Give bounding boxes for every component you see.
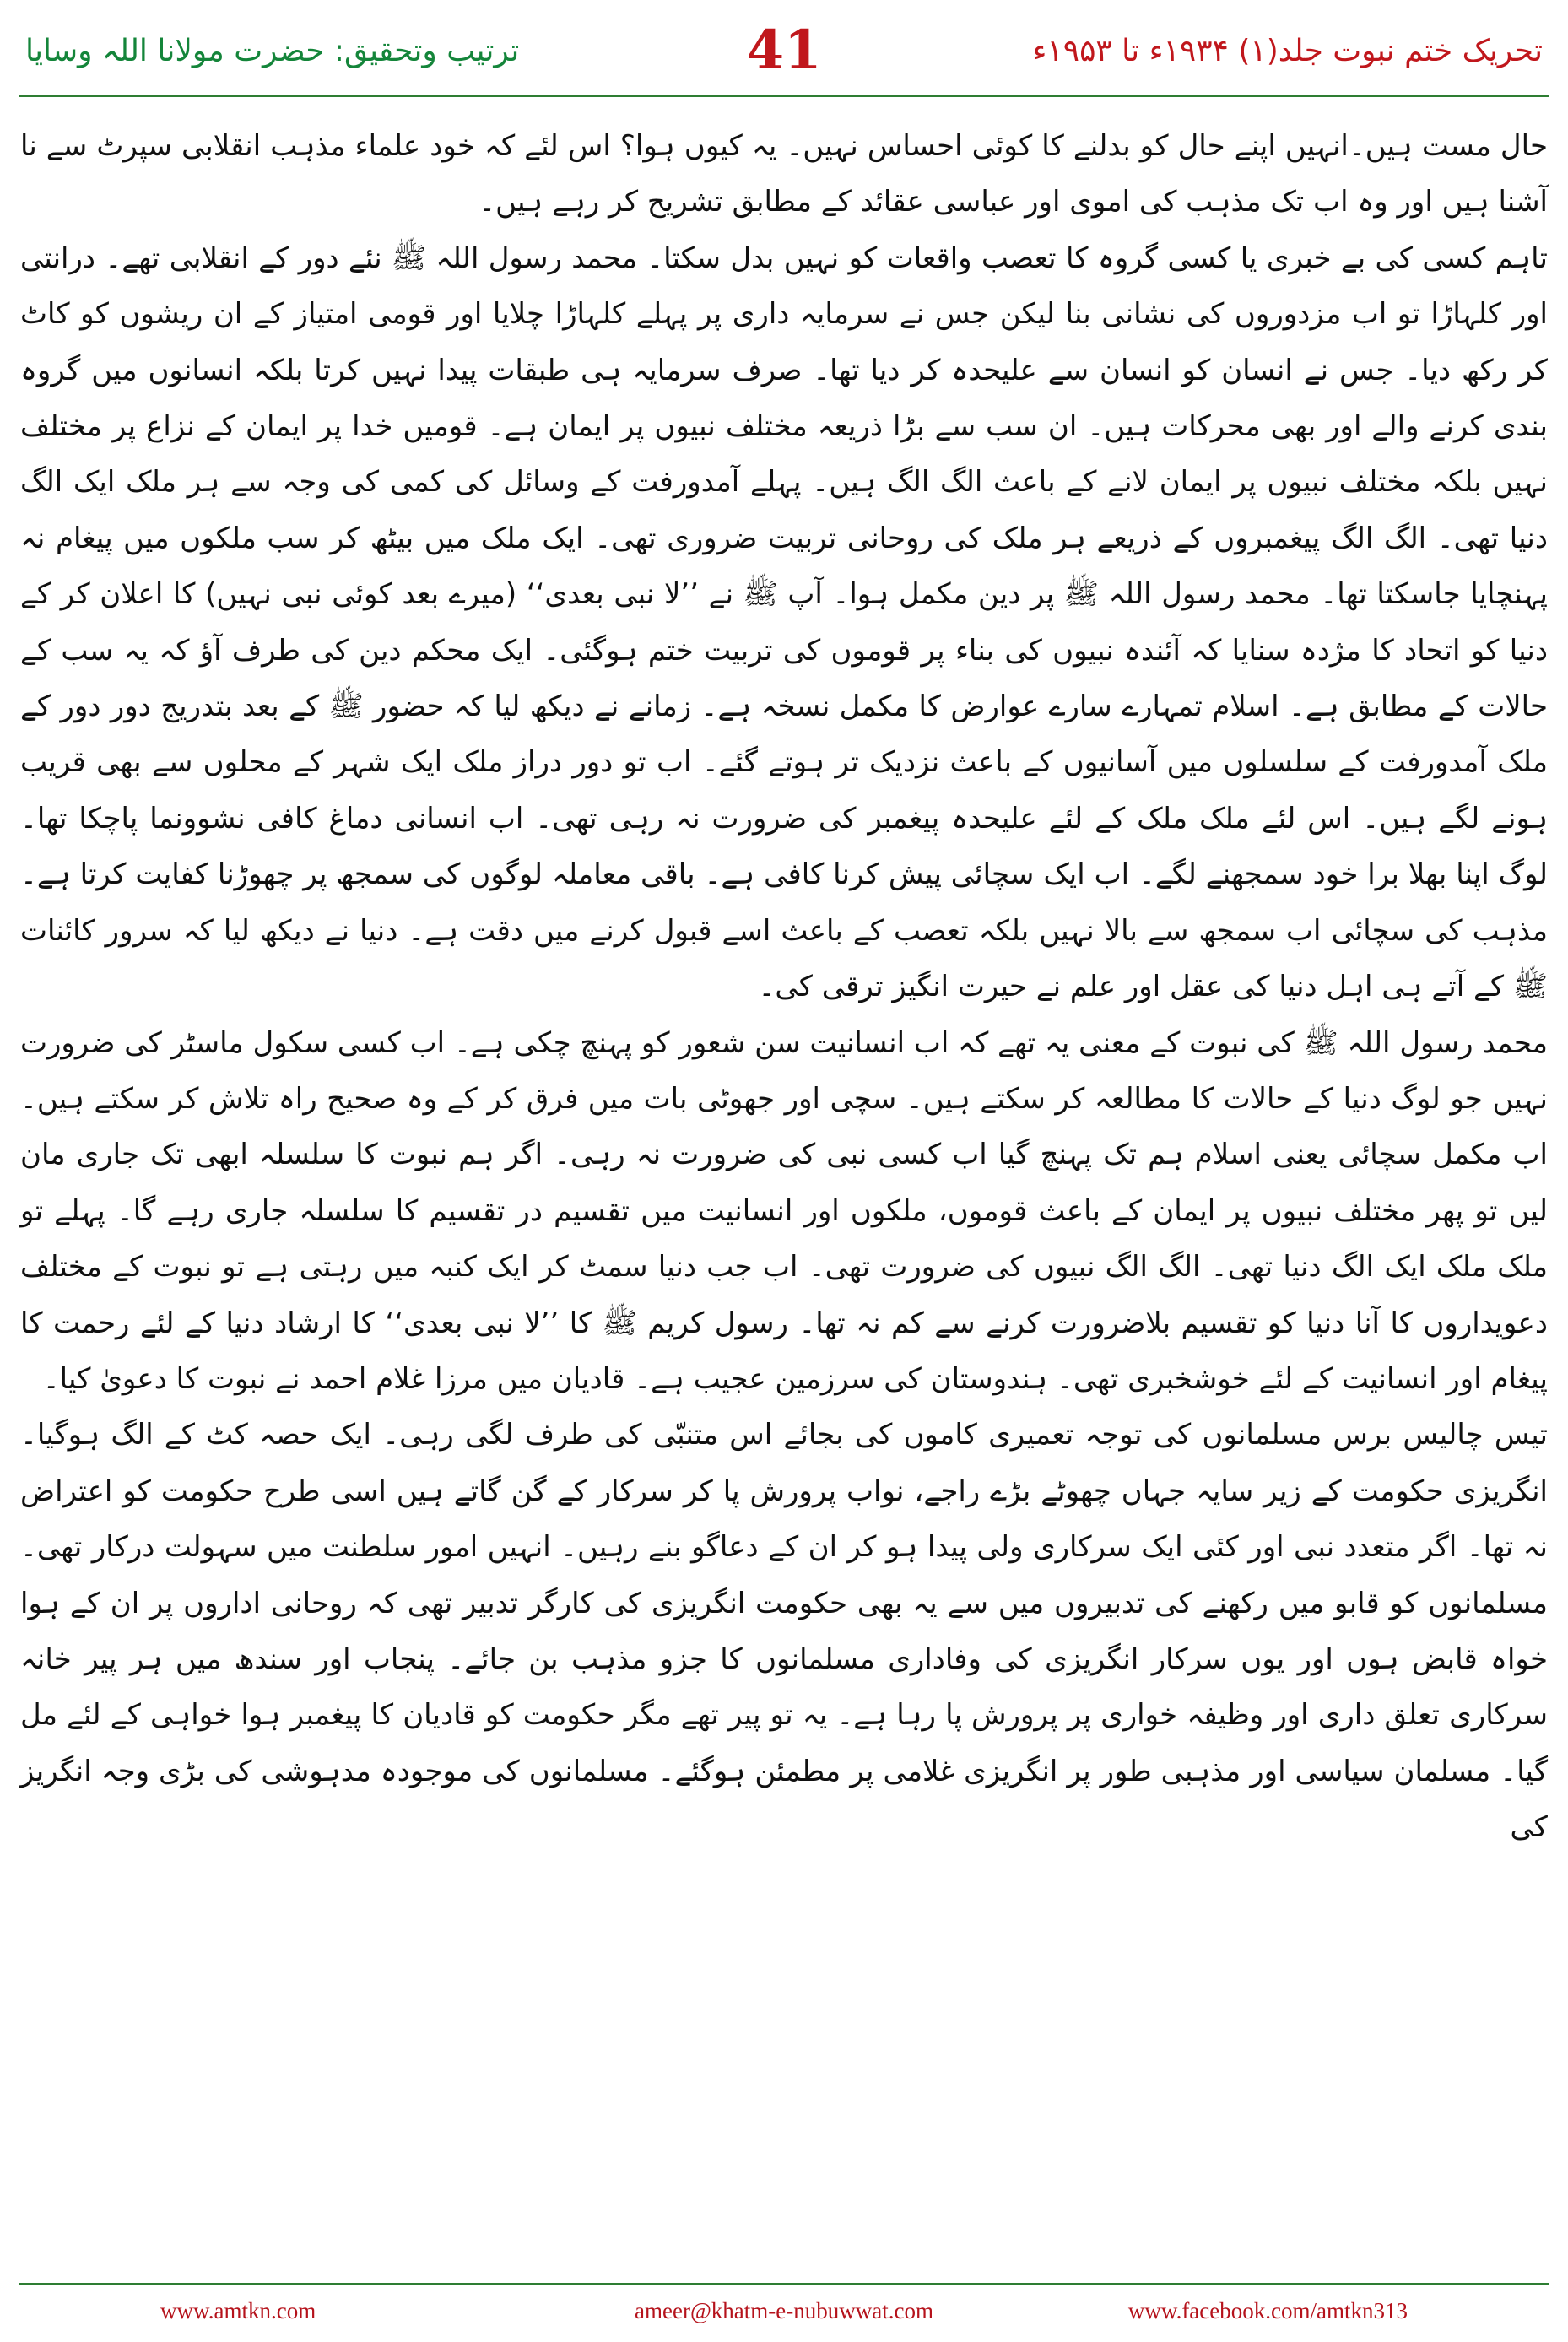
- email-link[interactable]: ameer@khatm-e-nubuwwat.com: [635, 2298, 933, 2323]
- paragraph: تاہم کسی کی بے خبری یا کسی گروہ کا تعصب واقعات کو نہیں بدل سکتا۔ محمد رسول اللہ ﷺ نئے دور کے انقلابی تھے۔ درانتی اور کلہاڑا تو اب مزدوروں کی نشانی بنا لیکن جس نے سرمایہ داری پر پہلے کلہاڑا چلایا اور قومی امتیاز کے ان ریشوں کو کاٹ کر رکھ دیا۔ جس نے انسان کو انسان سے علیحدہ کر دیا تھا۔ صرف سرمایہ ہی طبقات پیدا نہیں کرتا بلکہ انسانوں میں گروہ بندی کرنے والے اور بھی محرکات ہیں۔ ان سب سے بڑا ذریعہ مختلف نبیوں پر ایمان ہے۔ قومیں خدا پر ایمان کے نزاع پر مختلف نہیں بلکہ مختلف نبیوں پر ایمان لانے کے باعث الگ الگ ہیں۔ پہلے آمدورفت کے وسائل کی کمی کی وجہ سے ہر ملک ایک الگ دنیا تھی۔ الگ الگ پیغمبروں کے ذریعے ہر ملک کی روحانی تربیت ضروری تھی۔ ایک ملک میں بیٹھ کر سب ملکوں میں پیغام نہ پہنچایا جاسکتا تھا۔ محمد رسول اللہ ﷺ پر دین مکمل ہوا۔ آپ ﷺ نے ’’لا نبی بعدی‘‘ (میرے بعد کوئی نبی نہیں) کا اعلان کر کے دنیا کو اتحاد کا مژدہ سنایا کہ آئندہ نبیوں کی بناء پر قوموں کی تربیت ختم ہوگئی۔ ایک محکم دین کی طرف آؤ کہ یہ سب کے حالات کے مطابق ہے۔ اسلام تمہارے سارے عوارض کا مکمل نسخہ ہے۔ زمانے نے دیکھ لیا کہ حضور ﷺ کے بعد بتدریج دور دور کے ملک آمدورفت کے سلسلوں میں آسانیوں کے باعث نزدیک تر ہوتے گئے۔ اب تو دور دراز ملک ایک شہر کے محلوں سے بھی قریب ہونے لگے ہیں۔ اس لئے ملک ملک کے لئے علیحدہ پیغمبر کی ضرورت نہ رہی تھی۔ اب انسانی دماغ کافی نشوونما پاچکا تھا۔ لوگ اپنا بھلا برا خود سمجھنے لگے۔ اب ایک سچائی پیش کرنا کافی ہے۔ باقی معاملہ لوگوں کی سمجھ پر چھوڑنا کفایت کرتا ہے۔ مذہب کی سچائی اب سمجھ سے بالا نہیں بلکہ تعصب کے باعث اسے قبول کرنے میں دقت ہے۔ دنیا نے دیکھ لیا کہ سرور کائنات ﷺ کے آتے ہی اہل دنیا کی عقل اور علم نے حیرت انگیز ترقی کی۔: [20, 241, 1548, 1004]
- header-divider: [19, 95, 1549, 97]
- facebook-link[interactable]: www.facebook.com/amtkn313: [1127, 2298, 1408, 2323]
- page-header: [0, 0, 1568, 114]
- page-body: [20, 118, 1548, 1856]
- page-footer: [0, 2283, 1568, 2342]
- book-title: تحریک ختم نبوت جلد(۱) ۱۹۳۴ء تا ۱۹۵۳ء: [1032, 34, 1543, 68]
- paragraph: محمد رسول اللہ ﷺ کی نبوت کے معنی یہ تھے کہ اب انسانیت سن شعور کو پہنچ چکی ہے۔ اب کسی سکول ماسٹر کی ضرورت نہیں جو لوگ دنیا کے حالات کا مطالعہ کر سکتے ہیں۔ سچی اور جھوٹی بات میں فرق کر کے وہ صحیح راہ تلاش کر سکتے ہیں۔ اب مکمل سچائی یعنی اسلام ہم تک پہنچ گیا اب کسی نبی کی ضرورت نہ رہی۔ اگر ہم نبوت کا سلسلہ ابھی تک جاری مان لیں تو پھر مختلف نبیوں پر ایمان کے باعث قوموں، ملکوں اور انسانیت میں تقسیم در تقسیم کا سلسلہ جاری رہے گا۔ پہلے تو ملک ملک ایک الگ دنیا تھی۔ الگ الگ نبیوں کی ضرورت تھی۔ اب جب دنیا سمٹ کر ایک کنبہ میں رہتی ہے تو نبوت کے مختلف دعویداروں کا آنا دنیا کو تقسیم بلاضرورت کرنے سے کم نہ تھا۔ رسول کریم ﷺ کا ’’لا نبی بعدی‘‘ کا ارشاد دنیا کے لئے رحمت کا پیغام اور انسانیت کے لئے خوشخبری تھی۔ ہندوستان کی سرزمین عجیب ہے۔ قادیان میں مرزا غلام احمد نے نبوت کا دعویٰ کیا۔: [20, 1025, 1548, 1396]
- footer-divider: [19, 2283, 1549, 2285]
- page-number: 41: [746, 19, 822, 82]
- paragraph: تیس چالیس برس مسلمانوں کی توجہ تعمیری کاموں کی بجائے اس متنبّی کی طرف لگی رہی۔ ایک حصہ کٹ کے الگ ہوگیا۔ انگریزی حکومت کے زیر سایہ جہاں چھوٹے بڑے راجے، نواب پرورش پا کر سرکار کے گن گاتے ہیں اسی طرح حکومت کو اعتراض نہ تھا۔ اگر متعدد نبی اور کئی ایک سرکاری ولی پیدا ہو کر ان کے دعاگو بنے رہیں۔ انہیں امور سلطنت میں سہولت درکار تھی۔ مسلمانوں کو قابو میں رکھنے کی تدبیروں میں سے یہ بھی حکومت انگریزی کی کارگر تدبیر تھی کہ روحانی اداروں پر ان کے ہوا خواہ قابض ہوں اور یوں سرکار انگریزی کی وفاداری مسلمانوں کا جزو مذہب بن جائے۔ پنجاب اور سندھ میں ہر پیر خانہ سرکاری تعلق داری اور وظیفہ خواری پر پرورش پا رہا ہے۔ یہ تو پیر تھے مگر حکومت کو قادیان کا پیغمبر ہوا خواہی کے لئے مل گیا۔ مسلمان سیاسی اور مذہبی طور پر انگریزی غلامی پر مطمئن ہوگئے۔ مسلمانوں کی موجودہ مدہوشی کی بڑی وجہ انگریز کی: [20, 1418, 1548, 1845]
- website-link[interactable]: www.amtkn.com: [160, 2298, 316, 2323]
- paragraph: حال مست ہیں۔انہیں اپنے حال کو بدلنے کا کوئی احساس نہیں۔ یہ کیوں ہوا؟ اس لئے کہ خود علماء مذہب انقلابی سپرٹ سے نا آشنا ہیں اور وہ اب تک مذہب کی اموی اور عباسی عقائد کے مطابق تشریح کر رہے ہیں۔: [20, 129, 1548, 219]
- compiler-credit: ترتیب وتحقیق: حضرت مولانا اللہ وسایا: [25, 34, 520, 68]
